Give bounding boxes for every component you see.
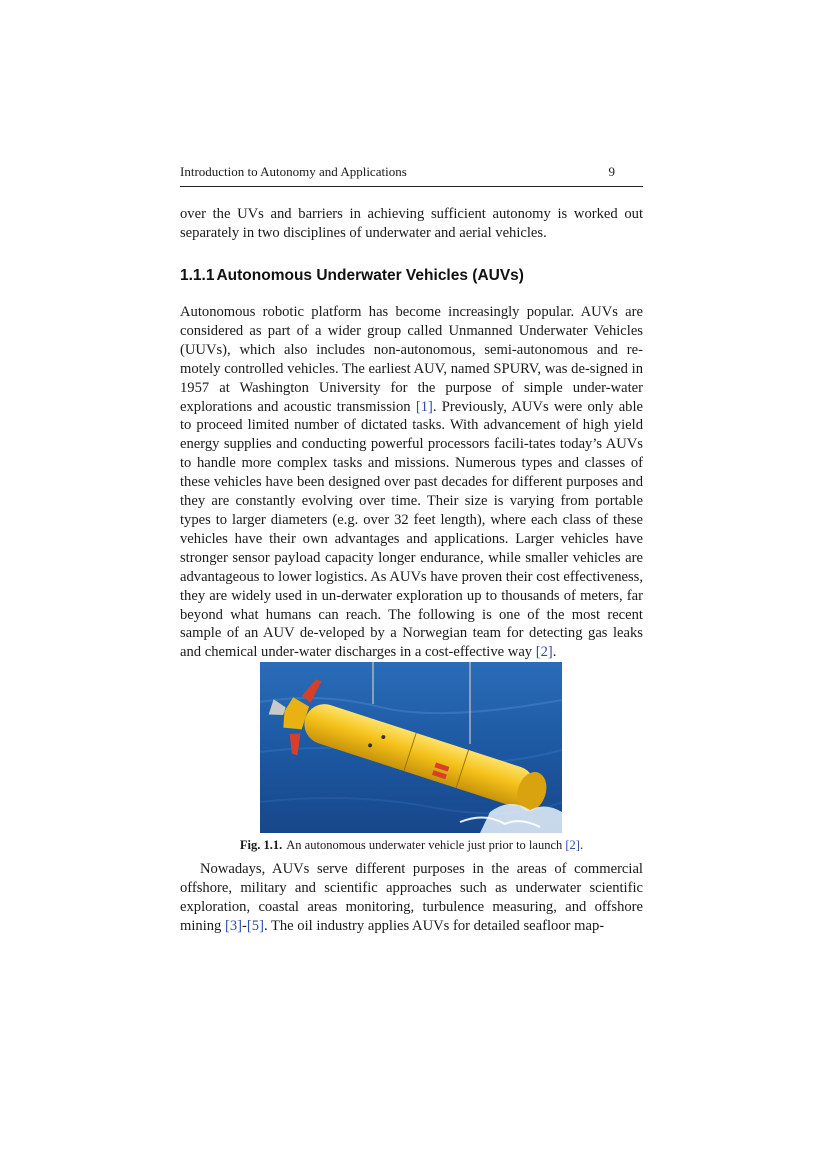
figure-label: Fig. 1.1.	[239, 838, 283, 852]
paragraph-continuation: over the UVs and barriers in achieving sufficient autonomy is worked out separately in two disciplines of underwater and aerial vehicles.	[180, 206, 643, 241]
paragraph-text: . Previously, AUVs were only able to proceed limited number of dictated tasks. With advancement of high yield energy supplies and conducting powerful processors facili-tates today’s AUVs to handle more complex tasks and missions. Numerous types and classes of these vehicles have been designed over past decades for different purposes and they are constantly evolving over time. Their size is varying from portable types to larger diameters (e.g. over 32 feet length), where each class of these vehicles have their own advantages and applications. Larger vehicles have stronger sensor payload capacity longer endurance, while smaller vehicles are advantageous to lower logistics. As AUVs have proven their cost effectiveness, they are widely used in un-derwater exploration up to thousands of meters, far beyond what humans can reach. The following is one of the most recent sample of an AUV de-veloped by a Norwegian team for detecting gas leaks and chemical under-water discharges in a cost-effective way	[180, 398, 643, 661]
auv-photo	[260, 662, 562, 833]
paragraph-text: .	[552, 644, 557, 661]
paragraph-text: -	[242, 917, 247, 934]
paragraph-auv-applications	[180, 860, 643, 936]
citation-link[interactable]: [1]	[415, 398, 433, 415]
section-heading	[180, 267, 524, 285]
paragraph-text: . The oil industry applies AUVs for detailed seafloor map-	[263, 917, 605, 934]
caption-text: An autonomous underwater vehicle just prior to launch	[286, 838, 566, 852]
paragraph-auv-intro	[180, 303, 643, 662]
citation-link[interactable]: [2]	[565, 838, 580, 852]
caption-text: .	[579, 838, 584, 852]
running-head-title: Introduction to Autonomy and Applications	[180, 164, 407, 179]
paragraph-text: Nowadays, AUVs serve different purposes in the areas of commercial offshore, military and scientific approaches such as underwater scientific exploration, coastal areas monitoring, turbulence measuring, and offshore mining	[180, 861, 643, 934]
citation-link[interactable]: [3]	[225, 917, 243, 934]
citation-link[interactable]: [2]	[535, 644, 553, 661]
page-number: 9	[608, 164, 615, 179]
citation-link[interactable]: [5]	[246, 917, 264, 934]
section-title: Autonomous Underwater Vehicles (AUVs)	[216, 267, 524, 284]
paragraph-text: Autonomous robotic platform has become increasingly popular. AUVs are considered as part of a wider group called Unmanned Underwater Vehicles (UUVs), which also includes non-autonomous, semi-autonomous and re-motely controlled vehicles. The earliest AUV, named SPURV, was de-signed in 1957 at Washington University for the purpose of simple under-water explorations and acoustic transmission	[180, 304, 643, 415]
section-number: 1.1.1	[180, 267, 215, 284]
running-head	[180, 164, 643, 187]
figure-caption	[180, 838, 643, 853]
